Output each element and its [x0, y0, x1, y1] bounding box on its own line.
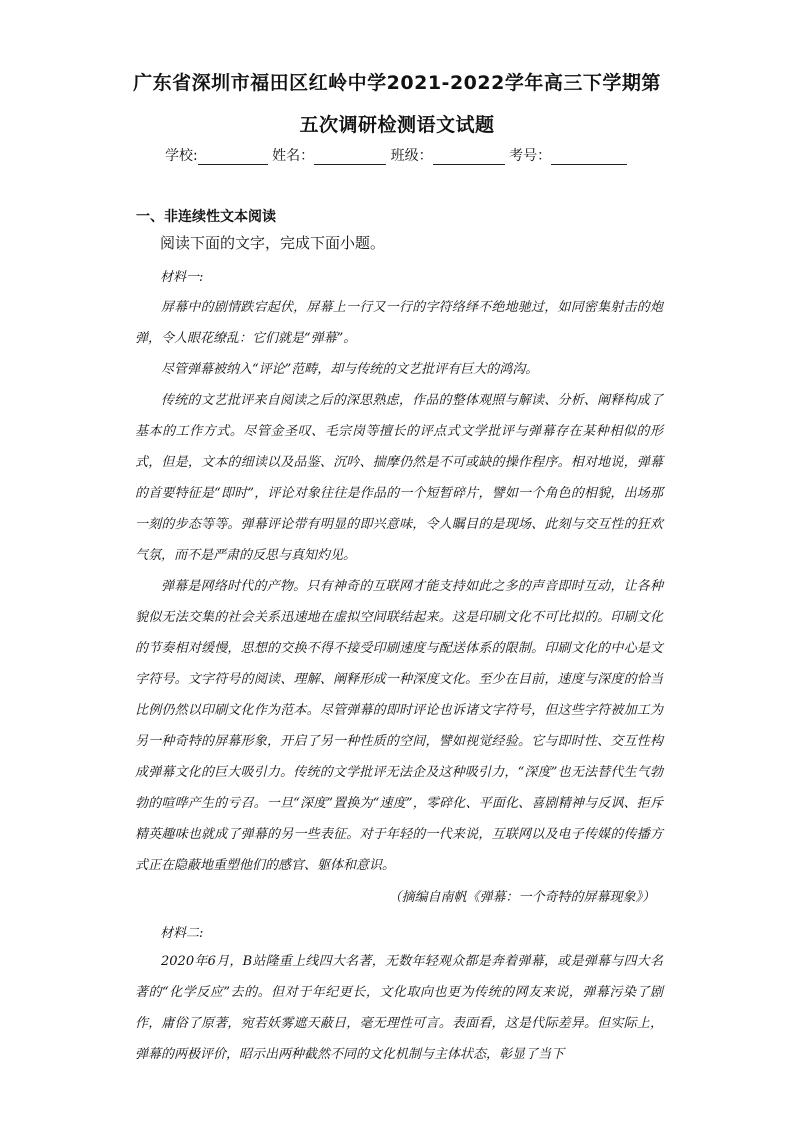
material1-body	[135, 292, 663, 881]
class-label: 班级：	[390, 148, 433, 164]
paragraph: 屏幕中的剧情跌宕起伏，屏幕上一行又一行的字符络绎不绝地驰过，如同密集射击的炮弹，令人眼花缭乱：它们就是“弹幕”。	[135, 300, 663, 346]
school-label: 学校:	[165, 148, 198, 164]
paragraph: 弹幕是网络时代的产物。只有神奇的互联网才能支持如此之多的声音即时互动，让各种貌似无法交集的社会关系迅速地在虚拟空间联结起来。这是印刷文化不可比拟的。印刷文化的节奏相对缓慢，思想的交换不得不接受印刷速度与配送体系的限制。印刷文化的中心是文字符号。文字符号的阅读、理解、阐释形成一种深度文化。至少在目前，速度与深度的恰当比例仍然以印刷文化作为范本。尽管弹幕的即时评论也诉诸文字符号，但这些字符被加工为另一种奇特的屏幕形象，开启了另一种性质的空间，譬如视觉经验。它与即时性、交互性构成弹幕文化的巨大吸引力。传统的文学批评无法企及这种吸引力，“深度”也无法替代生气勃勃的喧哗产生的亏召。一旦“深度”置换为“速度”，零碎化、平面化、喜剧精神与反讽、拒斥精英趣味也就成了弹幕的另一些表征。对于年轻的一代来说，互联网以及电子传媒的传播方式正在隐蔽地重塑他们的感官、躯体和意识。	[135, 579, 663, 873]
number-label: 考号：	[509, 148, 552, 164]
material2-body	[135, 946, 663, 1070]
paragraph: 传统的文艺批评来自阅读之后的深思熟虑，作品的整体观照与解读、分析、阐释构成了基本的工作方式。尽管金圣叹、毛宗岗等擅长的评点式文学批评与弹幕存在某种相似的形式，但是，文本的细读以及品鉴、沉吟、揣摩仍然是不可或缺的操作程序。相对地说，弹幕的首要特征是“即时”，评论对象往往是作品的一个短暂碎片，譬如一个角色的相貌，出场那一刻的步态等等。弹幕评论带有明显的即兴意味，令人瞩目的是现场、此刻与交互性的狂欢气氛，而不是严肃的反思与真知灼见。	[135, 393, 663, 563]
class-blank[interactable]	[433, 149, 505, 165]
paragraph: 尽管弹幕被纳入“评论”范畴，却与传统的文艺批评有巨大的鸿沟。	[161, 362, 539, 377]
material2-label: 材料二:	[160, 926, 204, 941]
exam-title-line1: 广东省深圳市福田区红岭中学2021-2022学年高三下学期第	[133, 72, 661, 94]
exam-title-line2: 五次调研检测语文试题	[299, 114, 495, 136]
material1-label: 材料一:	[160, 270, 204, 285]
material1-source: （摘编自南帆《弹幕：一个奇特的屏幕现象》）	[388, 890, 655, 905]
number-blank[interactable]	[551, 149, 627, 165]
section-instruction: 阅读下面的文字，完成下面小题。	[160, 234, 386, 252]
paragraph: 2020年6月，B站隆重上线四大名著，无数年轻观众都是奔着弹幕，或是弹幕与四大名著的“化学反应”去的。但对于年纪更长，文化取向也更为传统的网友来说，弹幕污染了剧作，庸俗了原著，宛若妖雾遮天蔽日，毫无理性可言。表面看，这是代际差异。但实际上，弹幕的两极评价，昭示出两种截然不同的文化机制与主体状态，彰显了当下	[135, 954, 663, 1062]
school-blank[interactable]	[198, 149, 268, 165]
name-label: 姓名：	[272, 148, 315, 164]
section-heading: 一、非连续性文本阅读	[136, 209, 276, 225]
student-info-row	[165, 145, 645, 165]
name-blank[interactable]	[314, 149, 386, 165]
